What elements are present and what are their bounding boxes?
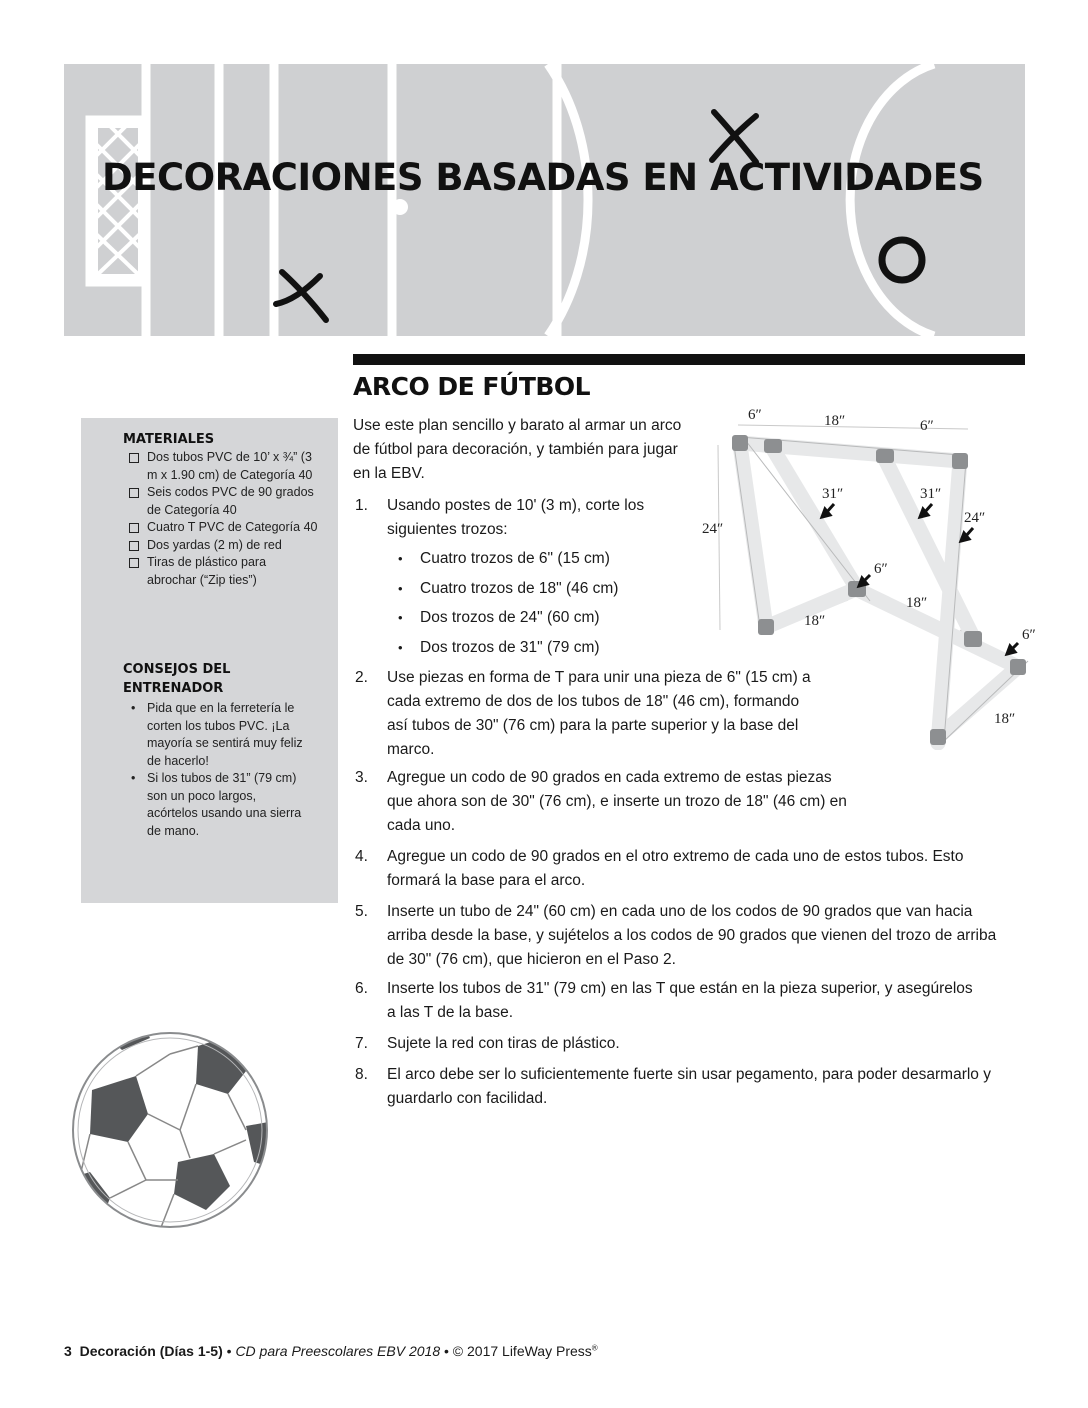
tips-heading: CONSEJOS DEL ENTRENADOR	[123, 662, 231, 696]
materials-item: Cuatro T PVC de Categoría 40	[128, 519, 318, 537]
dimension-label: 18″	[994, 711, 1016, 727]
footer-publication: CD para Preescolares EBV 2018	[235, 1343, 441, 1359]
registered-mark: ®	[591, 1343, 598, 1353]
pieces-list	[398, 547, 618, 665]
footer-separator: •	[444, 1343, 449, 1359]
step-text: Agregue un codo de 90 grados en cada extremo de estas piezas que ahora son de 30" (76 cm), e inserte un trozo de 18" (46 cm) en cada uno.	[387, 769, 847, 834]
step-item	[355, 494, 685, 542]
footer-section: Decoración (Días 1-5)	[79, 1343, 223, 1359]
step-text: Agregue un codo de 90 grados en el otro extremo de cada uno de estos tubos. Esto formará la base para el arco.	[387, 848, 964, 889]
dimension-label: 18″	[824, 413, 846, 429]
section-title: ARCO DE FÚTBOL	[353, 372, 591, 401]
step-text: Sujete la red con tiras de plástico.	[387, 1035, 620, 1052]
step-number: 1.	[355, 497, 368, 514]
step-text: Inserte los tubos de 31" (79 cm) en las T que están en la pieza superior, y asegúrelos a las T de la base.	[387, 980, 973, 1021]
tips-item: • Si los tubos de 31” (79 cm) son un poco largos, acórtelos usando una sierra de mano.	[128, 770, 308, 840]
step-item	[355, 845, 1015, 893]
intro-paragraph: Use este plan sencillo y barato al armar un arco de fútbol para decoración, y también para jugar en la EBV.	[353, 417, 682, 482]
dimension-label: 6″	[874, 561, 888, 577]
dimension-label: 18″	[804, 613, 826, 629]
footer-copyright: © 2017 LifeWay Press	[452, 1343, 592, 1359]
step-item	[355, 1032, 1015, 1056]
o-mark-icon	[882, 240, 922, 280]
piece-item: • Dos trozos de 31" (79 cm)	[398, 636, 618, 666]
goal-diagram	[698, 405, 1048, 750]
step-number: 2.	[355, 669, 368, 686]
step-number: 3.	[355, 769, 368, 786]
dimension-label: 6″	[1022, 627, 1036, 643]
dimension-label: 6″	[748, 407, 762, 423]
materials-item: Dos tubos PVC de 10’ x ¾” (3 m x 1.90 cm) de Categoría 40	[128, 449, 318, 484]
materials-item: Tiras de plástico para abrochar (“Zip ties”)	[128, 554, 318, 589]
banner-title: DECORACIONES BASADAS EN ACTIVIDADES	[102, 156, 984, 199]
step-text: Inserte un tubo de 24" (60 cm) en cada uno de los codos de 90 grados que van hacia arriba desde la base, y sujételos a los codos de 90 grados que vienen del trozo de arriba de 30" (76 cm), que hicieron en el Paso 2.	[387, 903, 997, 968]
dimension-label: 24″	[702, 521, 724, 537]
step-text: El arco debe ser lo suficientemente fuerte sin usar pegamento, para poder desarmarlo y guardarlo con facilidad.	[387, 1066, 991, 1107]
dimension-label: 31″	[822, 486, 844, 502]
piece-item: • Dos trozos de 24" (60 cm)	[398, 606, 618, 636]
dimension-label: 18″	[906, 595, 928, 611]
step-number: 4.	[355, 848, 368, 865]
footer-separator: •	[226, 1343, 232, 1359]
tips-item: • Pida que en la ferretería le corten los tubos PVC. ¡La mayoría se sentirá muy feliz de hacerlo!	[128, 700, 308, 770]
piece-item: • Cuatro trozos de 18" (46 cm)	[398, 577, 618, 607]
step-text: Use piezas en forma de T para unir una pieza de 6" (15 cm) a cada extremo de dos de los tubos de 18" (46 cm), formando así tubos de 30" (76 cm) para la parte superior y la base del marco.	[387, 669, 811, 758]
step-item	[355, 977, 985, 1025]
step-number: 5.	[355, 903, 368, 920]
page-footer	[64, 1343, 598, 1359]
dimension-label: 6″	[920, 418, 934, 434]
step-number: 8.	[355, 1066, 368, 1083]
tips-list	[128, 700, 308, 840]
materials-list	[128, 449, 318, 589]
step-item	[355, 900, 1015, 972]
step-text: Usando postes de 10' (3 m), corte los siguientes trozos:	[387, 497, 645, 538]
soccer-field-illustration	[64, 64, 1025, 336]
dimension-label: 24″	[964, 510, 986, 526]
dimension-label: 31″	[920, 486, 942, 502]
header-banner	[64, 64, 1025, 336]
goal-net-shape	[96, 126, 140, 276]
step-item	[355, 766, 855, 838]
materials-item: Seis codos PVC de 90 grados de Categoría 40	[128, 484, 318, 519]
materials-item: Dos yardas (2 m) de red	[128, 537, 318, 555]
soccer-ball-icon	[70, 1030, 270, 1230]
step-item	[355, 1063, 995, 1111]
page-number: 3	[64, 1343, 72, 1359]
step-number: 7.	[355, 1035, 368, 1052]
piece-item: • Cuatro trozos de 6" (15 cm)	[398, 547, 618, 577]
step-number: 6.	[355, 980, 368, 997]
materials-heading: MATERIALES	[123, 432, 215, 447]
center-dot-shape	[392, 199, 408, 215]
section-rule	[353, 354, 1025, 365]
sidebar-box	[81, 418, 338, 903]
